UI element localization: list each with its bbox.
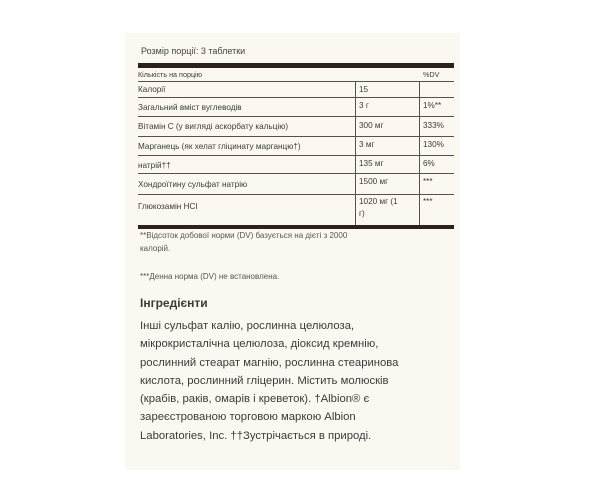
column-divider xyxy=(419,117,420,136)
column-divider xyxy=(419,98,420,116)
supplement-facts-table xyxy=(138,63,454,229)
ingredients-line: зареєстрованою торговою маркою Albion xyxy=(140,411,356,424)
nutrient-name: Вітамін С (у вигляді аскорбату кальцію) xyxy=(138,122,289,131)
column-divider xyxy=(419,195,420,225)
table-row-chondroitin xyxy=(138,174,454,195)
nutrient-name: Загальний вміст вуглеводів xyxy=(138,103,242,112)
nutrient-amount: 3 г xyxy=(359,101,369,110)
footnote-line: калорій. xyxy=(140,244,171,253)
nutrient-name: Хондроїтину сульфат натрію xyxy=(138,180,248,189)
ingredients-line: (крабів, раків, омарів і креветок). †Albion® є xyxy=(140,393,370,406)
nutrient-amount: 15 xyxy=(359,85,369,94)
column-divider xyxy=(419,174,420,194)
ingredients-line: Laboratories, Inc. ††Зустрічається в природі. xyxy=(140,429,372,442)
column-divider xyxy=(355,117,356,136)
nutrient-name: Глюкозамін HCI xyxy=(138,202,198,211)
nutrient-amount-line-2: г) xyxy=(359,209,365,218)
column-divider xyxy=(355,195,356,225)
serving-size: Розмір порції: 3 таблетки xyxy=(141,46,246,56)
amount-per-serving-label: Кількість на порцію xyxy=(138,70,203,79)
footnote-dv-not-established: ***Денна норма (DV) не встановлена. xyxy=(140,272,280,281)
table-row-vitamin-c xyxy=(138,117,454,137)
nutrient-dv: 6% xyxy=(423,159,435,168)
nutrient-dv: *** xyxy=(423,197,433,206)
dv-header: %DV xyxy=(423,70,440,79)
nutrient-name: натрій†† xyxy=(138,161,171,170)
column-divider xyxy=(355,137,356,155)
ingredients-text xyxy=(140,317,445,445)
ingredients-line: кислота, рослинний гліцерин. Містить молюсків xyxy=(140,374,389,387)
nutrient-dv: *** xyxy=(423,177,433,186)
column-divider xyxy=(419,82,420,97)
nutrient-name: Марганець (як хелат гліцинату марганцю†) xyxy=(138,142,301,151)
column-divider xyxy=(355,156,356,173)
column-divider xyxy=(419,137,420,155)
ingredients-line: рослинний стеарат магнію, рослинна стеаринова xyxy=(140,356,399,369)
table-row-manganese xyxy=(138,137,454,156)
nutrient-dv: 333% xyxy=(423,121,444,130)
ingredients-line: мікрокристалічна целюлоза, діоксид кремнію, xyxy=(140,338,379,351)
nutrient-amount: 1500 мг xyxy=(359,177,389,186)
supplement-facts-panel xyxy=(125,33,460,470)
footnote-dv-basis xyxy=(140,229,347,255)
table-row-carbohydrates xyxy=(138,98,454,117)
ingredients-line: Інші сульфат калію, рослинна целюлоза, xyxy=(140,320,355,332)
table-row-calories xyxy=(138,82,454,98)
column-divider xyxy=(355,174,356,194)
nutrient-amount: 300 мг xyxy=(359,121,384,130)
nutrient-amount: 135 мг xyxy=(359,159,384,168)
nutrient-dv: 1%** xyxy=(423,101,442,110)
table-row-glucosamine xyxy=(138,195,454,225)
column-divider xyxy=(419,156,420,173)
column-divider xyxy=(355,98,356,116)
ingredients-title: Інгредієнти xyxy=(140,296,208,310)
table-row-sodium xyxy=(138,156,454,174)
nutrient-amount-line-1: 1020 мг (1 xyxy=(359,197,398,206)
nutrient-dv: 130% xyxy=(423,140,444,149)
footnote-line: **Відсоток добової норми (DV) базується на дієті з 2000 xyxy=(140,231,348,240)
table-header-row xyxy=(138,68,454,82)
column-divider xyxy=(355,82,356,97)
nutrient-amount: 3 мг xyxy=(359,140,375,149)
nutrient-name: Калорії xyxy=(138,85,166,94)
